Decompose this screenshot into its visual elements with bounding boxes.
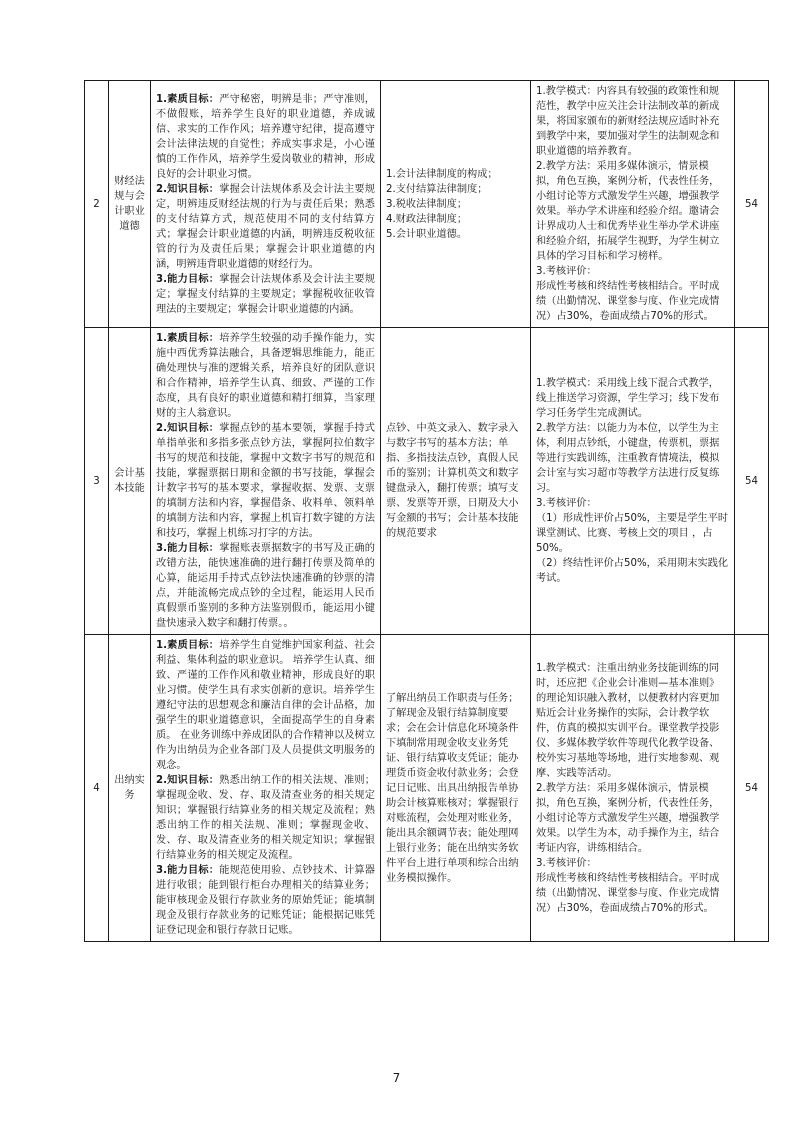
goal-text: 培养学生自觉维护国家利益、社会利益、集体利益的职业意识。 培养学生认真、细致、严谨的工作作风和敬业精神，形成良好的职业习惯。使学生具有求实创新的意识。培养学生遵纪守法的思想观念和廉洁自律的会计品格，加强学生的职业道德意识，全面提高学生的自身素质。 在业务训练中养成团队的合作精神以及树立作为出纳员为企业各部门及人员提供文明服务的观念。 bbox=[156, 640, 375, 771]
course-content bbox=[381, 81, 531, 328]
goal-text: 熟悉出纳工作的相关法规、准则；掌握现金收、发、存、取及清查业务的相关规定知识；掌握银行结算业务的相关规定及流程；熟悉出纳工作的相关法规、准则；掌握现金收、发、存、取及清查业务的相关规定知识；掌握银行结算业务的相关规定及流程。 bbox=[156, 775, 375, 861]
goal-label: 3.能力目标： bbox=[156, 543, 220, 554]
course-name: 出纳实务 bbox=[109, 635, 151, 942]
goal-label: 2.知识目标： bbox=[156, 183, 220, 195]
course-table bbox=[84, 80, 769, 942]
goal-label: 1.素质目标： bbox=[156, 640, 220, 651]
goal-label: 1.素质目标： bbox=[156, 333, 220, 344]
row-number: 3 bbox=[85, 328, 109, 635]
method-item: 2.教学方法：采用多媒体演示，情景模拟，角色互换，案例分析，代表性任务，小组讨论等方式激发学生兴趣，增强教学效果。以学生为本，动手操作为主，结合考证内容，讲练相结合。 bbox=[536, 782, 720, 854]
goal-ability bbox=[156, 272, 375, 317]
goal-text: 掌握点钞的基本要领，掌握手持式单指单张和多指多张点钞方法，掌握阿拉伯数字书写的规范和技能，掌握中文数字书写的规范和技能，掌握票据日期和金额的书写技能，掌握会计数字书写的基本要求，掌握收据、发票、支票的填制方法和内容，掌握借条、收料单、领料单的填制方法和内容，掌握上机盲打数字键的方法和技巧，掌握上机练习打字的方法。 bbox=[156, 423, 375, 539]
table-row bbox=[85, 81, 769, 328]
goal-knowledge bbox=[156, 421, 375, 541]
course-hours: 54 bbox=[735, 328, 769, 635]
method-item: 3.考核评价： bbox=[536, 266, 597, 277]
content-text: 了解出纳员工作职责与任务；了解现金及银行结算制度要求；会在会计信息化环境条件下填制常用现金收支业务凭证、银行结算收支凭证；能办理货币资金收付款业务；会登记日记账、出具出纳报告单协助会计核算账核对；掌握银行对账流程，会处理对账业务，能出具余额调节表；能处理网上银行业务；能在出纳实务软件平台上进行单项和综合出纳业务模拟操作。 bbox=[386, 692, 519, 884]
goal-text: 掌握账表票据数字的书写及正确的改错方法，能快速准确的进行翻打传票及简单的心算，能运用手持式点钞法快速准确的钞票的清点，并能流畅完成点钞的全过程，能运用人民币真假票币鉴别的多种方法鉴别假币，能运用小键盘快速录入数字和翻打传票。。 bbox=[156, 543, 375, 629]
goal-quality bbox=[156, 92, 375, 182]
teaching-method bbox=[531, 635, 735, 942]
course-content bbox=[381, 328, 531, 635]
goal-text: 掌握会计法规体系及会计法主要规定；掌握支付结算的主要规定；掌握税收征收管理法的主要规定；掌握会计职业道德的内涵。 bbox=[156, 273, 375, 315]
goal-label: 3.能力目标： bbox=[156, 273, 220, 285]
teaching-method bbox=[531, 81, 735, 328]
course-hours: 54 bbox=[735, 81, 769, 328]
goal-ability bbox=[156, 863, 375, 938]
goal-text: 培养学生较强的动手操作能力，实施中西优秀算法融合，具备逻辑思维能力，能正确处理快与准的逻辑关系，培养良好的团队意识和合作精神，培养学生认真、细致、严谨的工作态度，具有良好的职业道德和精打细算，当家理财的主人翁意识。 bbox=[156, 333, 375, 419]
goal-knowledge bbox=[156, 773, 375, 863]
table-row bbox=[85, 328, 769, 635]
method-item: 3.考核评价： bbox=[536, 498, 597, 509]
method-item: （2）终结性评价占50%，采用期末实践化考试。 bbox=[536, 558, 729, 584]
method-item: 1.教学模式：采用线上线下混合式教学，线上推送学习资源，学生学习；线下发布学习任务学生完成测试。 bbox=[536, 378, 720, 419]
goal-label: 1.素质目标： bbox=[156, 93, 220, 105]
course-content bbox=[381, 635, 531, 942]
method-item: 1.教学模式：内容具有较强的政策性和规范性，教学中应关注会计法制改革的新成果，将国家颁布的新财经法规应适时补充到教学中来，要加强对学生的法制观念和职业道德的培养教育。 bbox=[536, 86, 720, 157]
course-name: 会计基本技能 bbox=[109, 328, 151, 635]
method-item: （1）形成性评价占50%，主要是学生平时课堂测试、比赛、考核上交的项目 ，占50%。 bbox=[536, 513, 729, 554]
goal-text: 掌握会计法规体系及会计法主要规定，明辨违反财经法规的行为与责任后果；熟悉的支付结算方式，规范使用不同的支付结算方式；掌握会计职业道德的内涵，明辨违反税收征管的行为及责任后果；掌握会计职业道德的内涵，明辨违背职业道德的财经行为。 bbox=[156, 183, 375, 270]
goal-label: 3.能力目标： bbox=[156, 865, 220, 876]
method-item: 形成性考核和终结性考核相结合。平时成绩（出勤情况、课堂参与度、作业完成情况）占30%，卷面成绩占70%的形式。 bbox=[536, 872, 720, 914]
goal-text: 能规范使用验、点钞技术、计算器进行收银；能到银行柜台办理相关的结算业务；能审核现金及银行存款业务的原始凭证；能填制现金及银行存款业务的记账凭证；能根据记账凭证登记现金和银行存款日记账。 bbox=[156, 865, 375, 936]
teaching-method bbox=[531, 328, 735, 635]
course-name: 财经法规与会计职业道德 bbox=[109, 81, 151, 328]
goal-text: 严守秘密，明辨是非；严守准则，不做假账，培养学生良好的职业道德，养成诚信、求实的工作作风；培养遵守纪律，提高遵守会计法律法规的自觉性；养成实事求是，小心谨慎的工作作风，培养学生爱岗敬业的精神，形成良好的会计职业习惯。 bbox=[156, 93, 375, 180]
course-goals bbox=[151, 328, 381, 635]
content-item: 1.会计法律制度的构成； bbox=[386, 168, 498, 180]
content-text: 点钞、中英文录入、数字录入与数字书写的基本方法；单指、多指技法点钞，真假人民币的鉴别；计算机英文和数字键盘录入，翻打传票；填写支票、发票等开票，日期及大小写金额的书写；会计基本技能的规范要求 bbox=[386, 423, 519, 539]
content-item: 5.会计职业道德。 bbox=[386, 228, 468, 240]
method-item: 2.教学方法：采用多媒体演示，情景模拟，角色互换，案例分析，代表性任务，小组讨论等方式激发学生兴趣，增强教学效果。举办学术讲座和经验介绍。邀请会计界成功人士和优秀毕业生举办学术讲座和经验介绍，拓展学生视野，为学生树立具体的学习目标和学习榜样。 bbox=[536, 161, 720, 262]
goal-label: 2.知识目标： bbox=[156, 423, 220, 434]
method-item: 1.教学模式：注重出纳业务技能训练的同时，还应把《企业会计准则—基本准则》的理论知识融入教材，以便教材内容更加贴近会计业务操作的实际，会计教学软件，仿真的模拟实训平台。课堂教学投影仪、多媒体教学软件等现代化教学设备、校外实习基地等场地，进行实地参观、观摩、实践等活动。 bbox=[536, 662, 720, 779]
content-item: 4.财政法律制度； bbox=[386, 213, 468, 225]
content-item: 2.支付结算法律制度； bbox=[386, 183, 488, 195]
table-row bbox=[85, 635, 769, 942]
method-item: 形成性考核和终结性考核相结合。平时成绩（出勤情况、课堂参与度、作业完成情况）占30%，卷面成绩占70%的形式。 bbox=[536, 281, 720, 322]
goal-label: 2.知识目标： bbox=[156, 775, 220, 786]
goal-quality bbox=[156, 331, 375, 421]
goal-ability bbox=[156, 541, 375, 631]
course-goals bbox=[151, 81, 381, 328]
content-item: 3.税收法律制度； bbox=[386, 198, 468, 210]
goal-quality bbox=[156, 638, 375, 773]
course-hours: 54 bbox=[735, 635, 769, 942]
row-number: 4 bbox=[85, 635, 109, 942]
goal-knowledge bbox=[156, 182, 375, 272]
method-item: 2.教学方法：以能力为本位，以学生为主体，利用点钞纸，小键盘，传票机，票据等进行实践训练，注重教育情境法，模拟会计室与实习超市等教学方法进行反复练习。 bbox=[536, 423, 720, 494]
row-number: 2 bbox=[85, 81, 109, 328]
course-goals bbox=[151, 635, 381, 942]
method-item: 3.考核评价： bbox=[536, 857, 597, 869]
page-number: 7 bbox=[392, 1071, 401, 1085]
